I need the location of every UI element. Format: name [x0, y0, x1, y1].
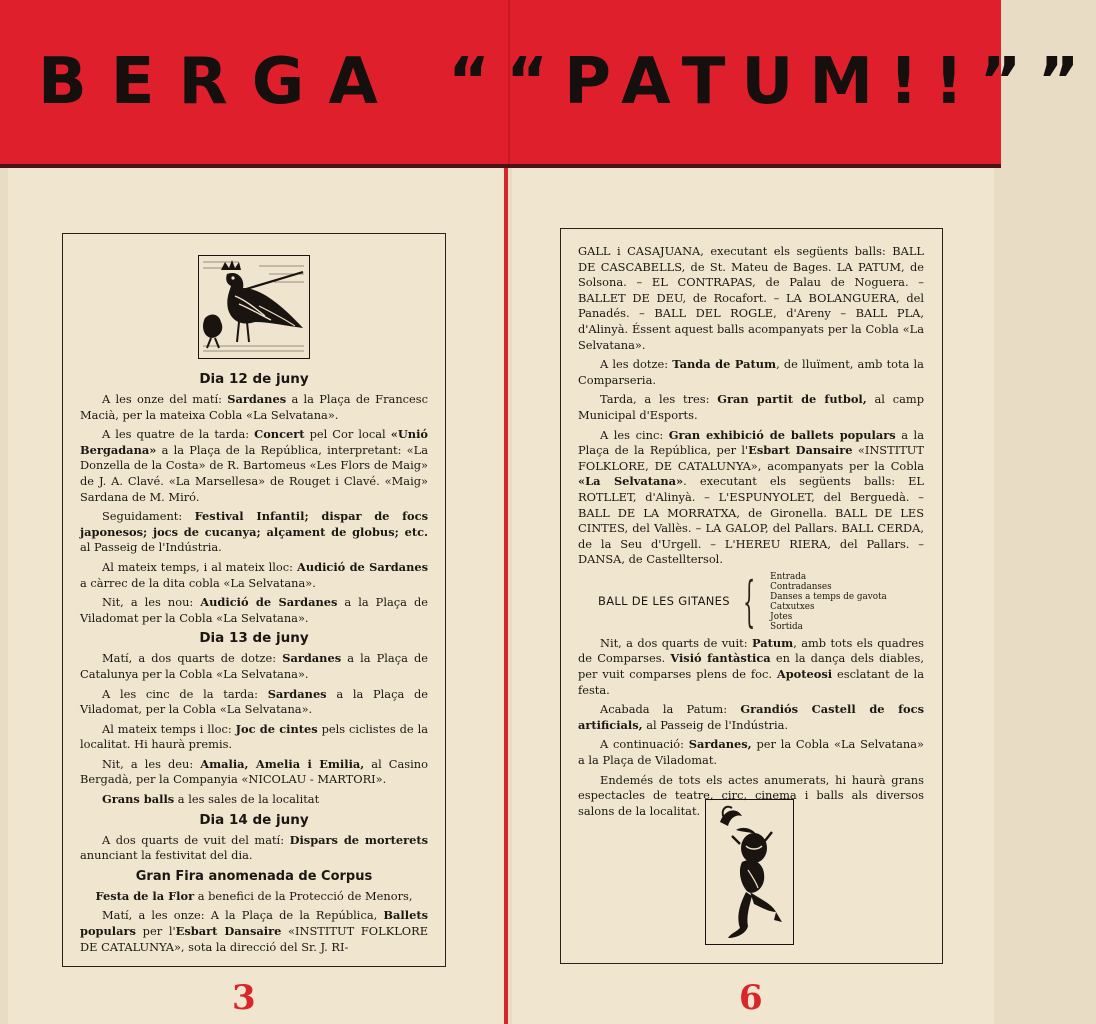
fira-heading: Gran Fira anomenada de Corpus: [135, 868, 373, 884]
right-page-text: [578, 244, 924, 823]
left-paragraph: Seguidament: Festival Infantil; dispar de focs japonesos; jocs de cucanya; alçament de globus; etc. al Passeig de l'Indústria.: [80, 509, 428, 555]
list-item: Danses a temps de gavota: [770, 591, 887, 602]
page-number-left: 3: [232, 978, 256, 1018]
page-spine: [504, 168, 508, 1024]
right-paragraph: A les dotze: Tanda de Patum, de lluïment, amb tota la Comparseria.: [578, 357, 924, 387]
day-13-heading: Dia 13 de juny: [199, 630, 309, 647]
left-page-text: [80, 371, 428, 959]
page-number-right: 6: [739, 978, 763, 1018]
left-paragraph: Nit, a les nou: Audició de Sardanes a la Plaça de Viladomat per la Cobla «La Selvatana».: [80, 595, 428, 625]
left-paragraph: Al mateix temps i lloc: Joc de cintes pels ciclistes de la localitat. Hi haurà premis.: [80, 721, 429, 752]
left-paragraph: A dos quarts de vuit del matí: Dispars de morterets anunciant la festivitat del dia.: [80, 832, 428, 863]
banner-title-patum: ““PATUM!!””: [448, 45, 1096, 119]
right-paragraph: Endemés de tots els actes anumerats, hi haurà grans espectacles de teatre, circ, cinema i balls als diversos salons de la localitat.: [578, 772, 924, 818]
left-paragraph: A les quatre de la tarda: Concert pel Cor local «Unió Bergadana» a la Plaça de la República, interpretant: «La Donzella de la Costa» de R. Bartomeus «Les Flors de Maig» de J. A. Clavé. «La Marsellesa» de Rouget i Clavé. «Maig» Sardana de M. Miró.: [80, 427, 429, 504]
title-banner: [0, 0, 1096, 168]
list-item: Jotes: [770, 611, 793, 622]
day-12-heading: Dia 12 de juny: [199, 371, 309, 387]
list-item: Catxutxes: [770, 601, 815, 612]
left-paragraph: Al mateix temps, i al mateix lloc: Audició de Sardanes a càrrec de la dita cobla «La Selvatana».: [80, 559, 429, 590]
list-item: Sortida: [770, 621, 803, 632]
left-paragraph: Matí, a les onze: A la Plaça de la República, Ballets populars per l'Esbart Dansaire «INSTITUT FOLKLORE DE CATALUNYA», sota la direcció del Sr. J. RI-: [80, 908, 429, 954]
right-paragraph: Acabada la Patum: Grandiós Castell de focs artificials, al Passeig de l'Indústria.: [578, 702, 924, 732]
ball-gitanes-block: [598, 569, 924, 633]
left-paragraph: Grans balls a les sales de la localitat: [102, 792, 320, 807]
right-paragraph: A les cinc: Gran exhibició de ballets populars a la Plaça de la República, per l'Esbart Dansaire «INSTITUT FOLKLORE, DE CATALUNYA», acompanyats per la Cobla «La Selvatana». executant els següents balls: EL ROTLLET, d'Alinyà. – L'ESPUNYOLET, del Berguedà. – BALL DE LA MORRATXA, de Gironella. BALL DE LES CINTES, del Vallès. – LA GALOP, del Pallars. BALL CERDA, de la Seu d'Urgell. – L'HEREU RIERA, del Pallars. – DANSA, de Castelltersol.: [578, 427, 924, 567]
list-item: Contradanses: [770, 581, 832, 592]
right-paragraph: A continuació: Sardanes, per la Cobla «La Selvatana» a la Plaça de Viladomat.: [578, 737, 924, 768]
ball-gitanes-list: [770, 572, 887, 632]
right-paragraph: GALL i CASAJUANA, executant els següents balls: BALL DE CASCABELLS, de St. Mateu de Bages. LA PATUM, de Solsona. – EL CONTRAPAS, de Palau de Noguera. – BALLET DE DEU, de Rocafort. – LA BOLANGUERA, del Panadés. – BALL DEL ROGLE, d'Areny – BALL PLA, d'Alinyà. Éssent aquest balls acompanyats per la Cobla «La Selvatana».: [578, 244, 924, 352]
curly-brace-icon: {: [742, 569, 756, 633]
left-paragraph: A les cinc de la tarda: Sardanes a la Plaça de Viladomat, per la Cobla «La Selvatana».: [80, 686, 428, 717]
right-paragraph: Tarda, a les tres: Gran partit de futbol, al camp Municipal d'Esports.: [578, 392, 924, 422]
ball-gitanes-title: BALL DE LES GITANES: [598, 594, 730, 609]
left-paragraph: Matí, a dos quarts de dotze: Sardanes a la Plaça de Catalunya per la Cobla «La Selvatana».: [80, 651, 428, 681]
left-paragraph: Nit, a les deu: Amalia, Amelia i Emilia, al Casino Bergadà, per la Companyia «NICOLAU - MARTORI».: [80, 756, 428, 787]
banner-title-berga: BERGA: [38, 45, 402, 119]
left-paragraph: A les onze del matí: Sardanes a la Plaça de Francesc Macià, per la mateixa Cobla «La Selvatana».: [80, 392, 428, 422]
crowned-bird-woodcut-icon: [198, 255, 310, 359]
right-paragraph: Nit, a dos quarts de vuit: Patum, amb tots els quadres de Comparses. Visió fantàstica en la dança dels diables, per vuit comparses plens de foc. Apoteosi esclatant de la festa.: [578, 635, 925, 697]
day-14-heading: Dia 14 de juny: [199, 811, 309, 828]
list-item: Entrada: [770, 571, 807, 582]
left-paragraph: Festa de la Flor a benefici de la Protecció de Menors,: [95, 888, 413, 903]
